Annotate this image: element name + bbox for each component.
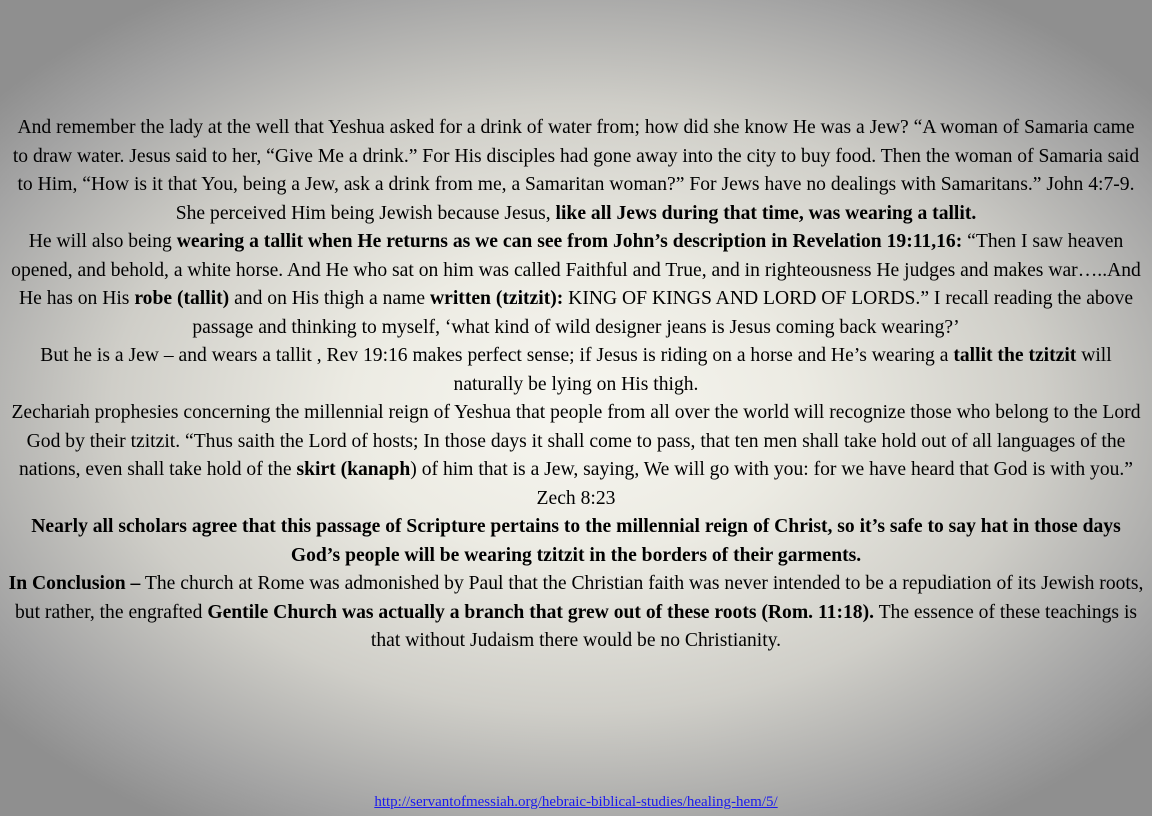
paragraph-well-woman bbox=[8, 114, 1144, 228]
source-footer bbox=[0, 792, 1152, 812]
paragraph-zechariah bbox=[8, 399, 1144, 513]
source-link[interactable]: http://servantofmessiah.org/hebraic-biblical-studies/healing-hem/5/ bbox=[374, 794, 778, 810]
paragraph-rev-19-16 bbox=[8, 342, 1144, 399]
text-run: ) of him that is a Jew, saying, We will go with you: for we have heard that God is with you.” Zech 8:23 bbox=[410, 459, 1134, 509]
text-run-bold: Nearly all scholars agree that this passage of Scripture pertains to the millennial reign of Christ, so it’s safe to say hat in those days God’s people will be wearing tzitzit in the borders of their garments. bbox=[31, 516, 1121, 566]
text-run-bold: Gentile Church was actually a branch that grew out of these roots (Rom. 11:18). bbox=[207, 601, 875, 623]
slide-body-text bbox=[8, 114, 1144, 656]
text-run: But he is a Jew – and wears a tallit , Rev 19:16 makes perfect sense; if Jesus is riding on a horse and He’s wearing a bbox=[40, 345, 954, 366]
paragraph-conclusion bbox=[8, 570, 1144, 656]
paragraph-revelation bbox=[8, 228, 1144, 342]
text-run: The essence of these teachings is that without Judaism there would be no Christianity. bbox=[370, 601, 1138, 651]
text-run-bold: wearing a tallit when He returns as we can see from John’s description in Revelation 19:11,16: bbox=[176, 231, 963, 252]
text-run-bold: tallit the tzitzit bbox=[953, 345, 1077, 366]
text-run: KING OF KINGS AND LORD OF LORDS.” I recall reading the above passage and thinking to myself, ‘what kind of wild designer jeans is Jesus coming back wearing?’ bbox=[192, 288, 1134, 338]
text-run-bold: like all Jews during that time, was wearing a tallit. bbox=[555, 202, 977, 224]
text-run-bold: skirt (kanaph bbox=[296, 459, 411, 480]
text-run-bold: written (tzitzit): bbox=[430, 288, 564, 309]
text-run-bold: In Conclusion – bbox=[8, 573, 141, 594]
text-run-bold: robe (tallit) bbox=[134, 288, 230, 309]
text-run: He will also being bbox=[28, 231, 177, 252]
text-run: And remember the lady at the well that Yeshua asked for a drink of water from; how did she know He was a Jew? “A woman of Samaria came to draw water. Jesus said to her, “Give Me a drink.” For His disciples had gone away into the city to buy food. Then the woman of Samaria said to Him, “How is it that You, being a Jew, ask a drink from me, a Samaritan woman?” For Jews have no dealings with Samaritans.” John 4:7-9. She perceived Him being Jewish because Jesus, bbox=[12, 117, 1140, 224]
text-run: The church at Rome was admonished by Paul that the Christian faith was never intended to be a repudiation of its Jewish roots, but rather, the engrafted bbox=[14, 573, 1144, 623]
text-run: “Then I saw heaven opened, and behold, a white horse. And He who sat on him was called Faithful and True, and in righteousness He judges and makes war…..And He has on His bbox=[11, 231, 1141, 309]
paragraph-scholars bbox=[8, 513, 1144, 570]
text-run: Zechariah prophesies concerning the millennial reign of Yeshua that people from all over the world will recognize those who belong to the Lord God by their tzitzit. “Thus saith the Lord of hosts; In those days it shall come to pass, that ten men shall take hold out of all languages of the nations, even shall take hold of the bbox=[11, 402, 1141, 480]
text-run: and on His thigh a name bbox=[229, 288, 430, 309]
text-run: will naturally be lying on His thigh. bbox=[453, 345, 1112, 395]
